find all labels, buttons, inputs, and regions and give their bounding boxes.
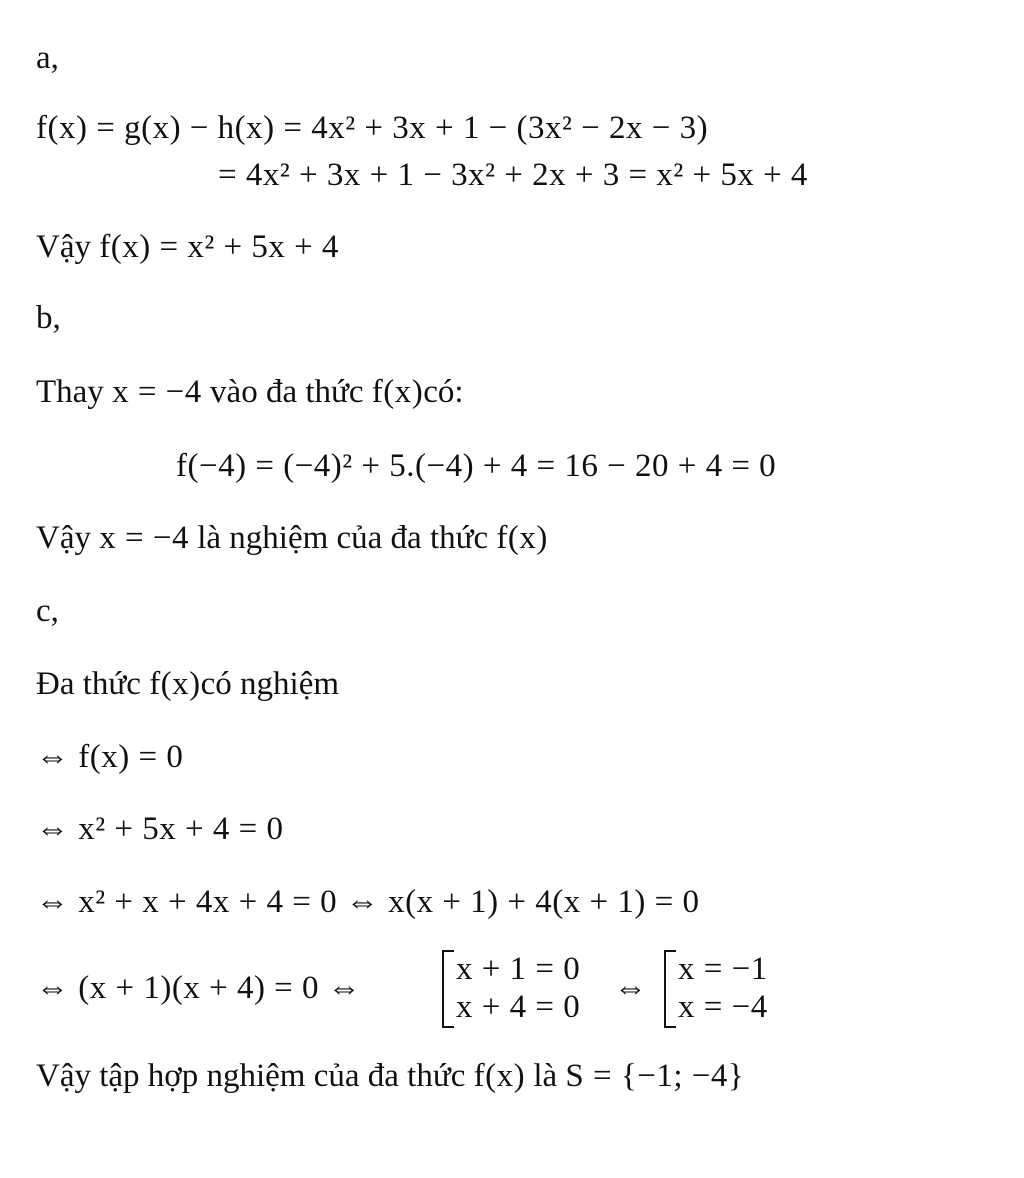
part-c-step-4-mid: ⇔ bbox=[614, 970, 648, 1006]
system-1-row-1: x + 1 = 0 bbox=[456, 951, 581, 987]
part-b-conclusion-math-2: f(x) bbox=[496, 520, 548, 556]
part-c-conclusion bbox=[36, 1056, 744, 1096]
part-a-equation-2: = 4x² + 3x + 1 − 3x² + 2x + 3 = x² + 5x + 4 bbox=[218, 157, 808, 193]
system-2-row-2: x = −4 bbox=[678, 989, 768, 1025]
part-b-conclusion-text-1: Vậy bbox=[36, 520, 91, 556]
part-c-intro-math: f(x) bbox=[149, 666, 201, 702]
part-c-step-4-lead: ⇔ (x + 1)(x + 4) = 0 ⇔ bbox=[36, 970, 362, 1006]
part-c-intro-text-2: có nghiệm bbox=[200, 666, 340, 702]
bracket-2-icon bbox=[664, 950, 676, 1028]
part-c-step-3: ⇔ x² + x + 4x + 4 = 0 ⇔ x(x + 1) + 4(x + 1) = 0 bbox=[36, 884, 700, 920]
part-c-conclusion-math-1: f(x) bbox=[473, 1058, 526, 1094]
part-b-intro-text-1: Thay bbox=[36, 374, 104, 410]
part-b-equation: f(−4) = (−4)² + 5.(−4) + 4 = 16 − 20 + 4 = 0 bbox=[176, 448, 777, 484]
part-a-label: a, bbox=[36, 40, 59, 76]
bracket-1-icon bbox=[442, 950, 454, 1028]
part-b-intro bbox=[36, 372, 464, 412]
part-a-conclusion-math: f(x) = x² + 5x + 4 bbox=[99, 229, 339, 265]
part-b-intro-math-1: x = −4 bbox=[112, 374, 202, 410]
part-b-conclusion-text-2: là nghiệm của đa thức bbox=[197, 520, 489, 556]
part-c-conclusion-text-2: là bbox=[533, 1058, 558, 1094]
system-2-row-1: x = −1 bbox=[678, 951, 768, 987]
part-b-intro-math-2: f(x) bbox=[371, 374, 424, 410]
part-b-intro-text-2: vào đa thức bbox=[210, 374, 364, 410]
part-c-label: c, bbox=[36, 593, 59, 629]
part-b-conclusion-math-1: x = −4 bbox=[99, 520, 189, 556]
part-c-step-2: ⇔ x² + 5x + 4 = 0 bbox=[36, 811, 284, 847]
part-b-label: b, bbox=[36, 300, 61, 336]
part-a-conclusion-text: Vậy bbox=[36, 229, 91, 265]
system-1-row-2: x + 4 = 0 bbox=[456, 989, 581, 1025]
part-a-conclusion bbox=[36, 227, 339, 267]
part-a-equation-1: f(x) = g(x) − h(x) = 4x² + 3x + 1 − (3x² − 2x − 3) bbox=[36, 110, 709, 146]
part-c-conclusion-math-2: S = {−1; −4} bbox=[565, 1058, 745, 1094]
part-b-intro-text-3: có: bbox=[423, 374, 464, 410]
part-c-step-1: ⇔ f(x) = 0 bbox=[36, 739, 184, 775]
part-c-intro bbox=[36, 664, 339, 704]
part-c-conclusion-text-1: Vậy tập hợp nghiệm của đa thức bbox=[36, 1058, 466, 1094]
part-c-intro-text-1: Đa thức bbox=[36, 666, 141, 702]
part-b-conclusion bbox=[36, 518, 548, 558]
